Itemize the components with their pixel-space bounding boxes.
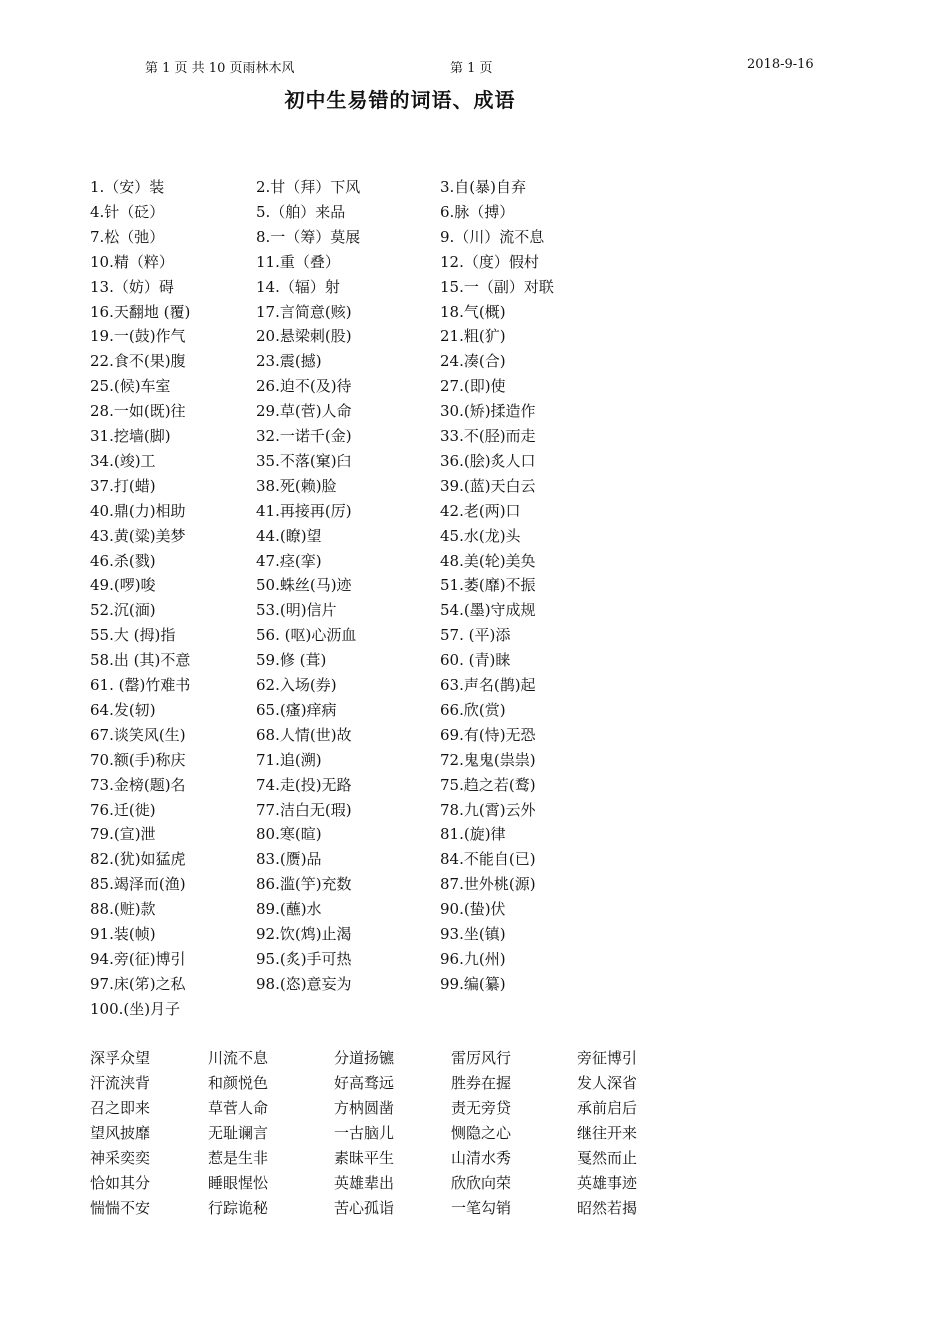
word-item: 52.沉(湎) — [90, 601, 156, 620]
word-item: 71.追(溯) — [256, 750, 322, 769]
header-date: 2018-9-16 — [747, 57, 814, 72]
word-item: 13.（妨）碍 — [90, 277, 174, 296]
phrase-item: 苦心孤诣 — [334, 1199, 395, 1217]
phrase-row — [0, 1047, 950, 1072]
word-item: 55.大 (拇)指 — [90, 626, 176, 645]
phrase-item: 英雄事迹 — [577, 1174, 638, 1192]
word-item: 80.寒(暄) — [256, 825, 322, 844]
word-item: 34.(竣)工 — [90, 451, 156, 470]
word-item: 36.(脍)炙人口 — [440, 451, 536, 470]
word-row — [0, 375, 950, 400]
word-row — [0, 400, 950, 425]
phrase-item: 雷厉风行 — [451, 1049, 512, 1067]
phrase-item: 惹是生非 — [208, 1149, 269, 1167]
word-row — [0, 550, 950, 575]
word-item: 59.修 (葺) — [256, 651, 327, 670]
word-item: 47.痉(挛) — [256, 551, 322, 570]
word-item: 57. (平)添 — [440, 626, 511, 645]
word-item: 29.草(菅)人命 — [256, 402, 352, 421]
word-item: 35.不落(窠)臼 — [256, 451, 352, 470]
word-item: 60. (青)睐 — [440, 651, 511, 670]
word-item: 72.鬼鬼(祟祟) — [440, 750, 536, 769]
word-item: 67.谈笑风(生) — [90, 725, 186, 744]
word-item: 20.悬梁刺(股) — [256, 327, 352, 346]
word-item: 66.欣(赏) — [440, 700, 506, 719]
phrase-row — [0, 1097, 950, 1122]
phrase-item: 川流不息 — [208, 1049, 269, 1067]
word-item: 2.甘（拜）下风 — [256, 178, 361, 196]
phrase-item: 恰如其分 — [90, 1174, 151, 1192]
word-item: 96.九(州) — [440, 949, 506, 968]
word-row — [0, 848, 950, 873]
word-row — [0, 873, 950, 898]
word-item: 54.(墨)守成规 — [440, 601, 536, 620]
word-item: 22.食不(果)腹 — [90, 352, 186, 371]
word-row — [0, 898, 950, 923]
word-item: 1.（安）装 — [90, 178, 165, 196]
word-row — [0, 201, 950, 226]
word-item: 76.迁(徙) — [90, 800, 156, 819]
word-item: 9.（川）流不息 — [440, 227, 545, 246]
word-item: 41.再接再(厉) — [256, 501, 352, 520]
phrase-row — [0, 1197, 950, 1222]
header-left-text: 第 1 页 共 10 页雨林木风 — [145, 61, 295, 76]
word-item: 33.不(胫)而走 — [440, 427, 536, 445]
word-item: 32.一诺千(金) — [256, 427, 352, 445]
word-item: 97.床(笫)之私 — [90, 974, 186, 993]
word-row — [0, 574, 950, 599]
word-item: 92.饮(鸩)止渴 — [256, 925, 352, 943]
word-item: 42.老(两)口 — [440, 501, 521, 520]
phrase-item: 神采奕奕 — [90, 1149, 151, 1167]
word-row — [0, 325, 950, 350]
document-title — [0, 84, 800, 113]
word-row — [0, 624, 950, 649]
phrase-item: 戛然而止 — [577, 1149, 638, 1167]
phrase-item: 昭然若揭 — [577, 1199, 638, 1217]
word-item: 65.(瘙)痒病 — [256, 700, 337, 719]
word-item: 81.(旋)律 — [440, 825, 506, 844]
word-item: 6.脉（搏） — [440, 202, 515, 221]
word-item: 40.鼎(力)相助 — [90, 501, 186, 520]
phrase-item: 深孚众望 — [90, 1049, 151, 1067]
word-item: 5.（舶）来品 — [256, 202, 346, 221]
word-row — [0, 425, 950, 450]
word-row — [0, 525, 950, 550]
word-item: 23.震(撼) — [256, 352, 322, 371]
word-row — [0, 599, 950, 624]
phrase-item: 方枘圆凿 — [334, 1099, 395, 1117]
word-item: 45.水(龙)头 — [440, 526, 521, 545]
word-row — [0, 301, 950, 326]
word-item: 95.(炙)手可热 — [256, 949, 352, 968]
phrase-item: 一笔勾销 — [451, 1199, 512, 1217]
word-item: 17.言简意(赅) — [256, 302, 352, 321]
phrase-item: 一古脑儿 — [334, 1124, 395, 1142]
word-item: 28.一如(既)往 — [90, 402, 186, 421]
phrase-row — [0, 1072, 950, 1097]
phrase-item: 山清水秀 — [451, 1149, 512, 1167]
word-item: 16.天翻地 (覆) — [90, 302, 191, 321]
word-item: 87.世外桃(源) — [440, 875, 536, 894]
phrase-item: 发人深省 — [577, 1074, 638, 1092]
word-item: 61. (罄)竹难书 — [90, 676, 191, 694]
word-item: 78.九(霄)云外 — [440, 800, 536, 819]
word-item: 84.不能自(已) — [440, 850, 536, 869]
word-row — [0, 973, 950, 998]
phrase-item: 汗流浃背 — [90, 1074, 151, 1092]
word-row — [0, 276, 950, 301]
word-item: 64.发(轫) — [90, 700, 156, 719]
phrase-item: 承前启后 — [577, 1099, 638, 1117]
phrase-item: 恻隐之心 — [451, 1124, 512, 1142]
word-row — [0, 450, 950, 475]
word-item: 83.(赝)品 — [256, 850, 322, 869]
word-item: 19.一(鼓)作气 — [90, 327, 186, 346]
word-item: 3.自(暴)自弃 — [440, 178, 527, 196]
word-item: 15.一（副）对联 — [440, 277, 554, 296]
word-item: 25.(候)车室 — [90, 377, 171, 396]
phrase-item: 无耻谰言 — [208, 1124, 269, 1142]
word-item: 94.旁(征)博引 — [90, 949, 186, 968]
phrase-item: 惴惴不安 — [90, 1199, 151, 1217]
phrase-item: 行踪诡秘 — [208, 1199, 269, 1217]
word-row — [0, 475, 950, 500]
word-row — [0, 176, 950, 201]
word-item: 74.走(投)无路 — [256, 775, 352, 794]
word-item: 91.装(帧) — [90, 925, 156, 943]
word-item: 93.坐(镇) — [440, 925, 506, 943]
phrase-item: 召之即来 — [90, 1099, 151, 1117]
word-item: 73.金榜(题)名 — [90, 775, 186, 794]
word-item: 37.打(蜡) — [90, 476, 156, 495]
word-item: 48.美(轮)美奂 — [440, 551, 536, 570]
phrase-row — [0, 1122, 950, 1147]
word-item: 39.(蓝)天白云 — [440, 476, 536, 495]
word-item: 12.（度）假村 — [440, 252, 539, 271]
word-item: 26.迫不(及)待 — [256, 377, 352, 396]
word-item: 46.杀(戮) — [90, 551, 156, 570]
word-item: 14.（辐）射 — [256, 277, 340, 296]
word-row — [0, 674, 950, 699]
word-item: 82.(犹)如猛虎 — [90, 850, 186, 869]
word-item: 77.洁白无(瑕) — [256, 800, 352, 819]
word-item: 70.额(手)称庆 — [90, 750, 186, 769]
word-item: 62.入场(券) — [256, 676, 337, 694]
phrase-item: 胜券在握 — [451, 1074, 512, 1092]
word-item: 21.粗(犷) — [440, 327, 506, 346]
phrase-item: 欣欣向荣 — [451, 1174, 512, 1192]
word-item: 98.(恣)意妄为 — [256, 974, 352, 993]
phrase-item: 继往开来 — [577, 1124, 638, 1142]
word-item: 75.趋之若(鹜) — [440, 775, 536, 794]
word-row — [0, 998, 950, 1023]
word-row — [0, 749, 950, 774]
phrase-item: 责无旁贷 — [451, 1099, 512, 1117]
word-item: 63.声名(鹊)起 — [440, 676, 536, 694]
header-page-number: 第 1 页 — [450, 61, 493, 76]
word-item: 88.(赃)款 — [90, 900, 156, 919]
word-row — [0, 774, 950, 799]
word-item: 49.(啰)唆 — [90, 576, 156, 595]
phrase-row — [0, 1172, 950, 1197]
word-item: 86.滥(竽)充数 — [256, 875, 352, 894]
word-item: 79.(宣)泄 — [90, 825, 156, 844]
title-text: 初中生易错的词语、成语 — [284, 88, 516, 112]
phrase-item: 望风披靡 — [90, 1124, 151, 1142]
word-row — [0, 649, 950, 674]
word-item: 50.蛛丝(马)迹 — [256, 576, 352, 595]
word-row — [0, 699, 950, 724]
word-item: 89.(蘸)水 — [256, 900, 322, 919]
word-item: 85.竭泽而(渔) — [90, 875, 186, 894]
phrase-item: 好高骛远 — [334, 1074, 395, 1092]
phrase-item: 睡眼惺忪 — [208, 1174, 269, 1192]
phrase-item: 英雄辈出 — [334, 1174, 395, 1192]
word-item: 8.一（筹）莫展 — [256, 227, 361, 246]
word-item: 27.(即)使 — [440, 377, 506, 396]
word-item: 51.萎(靡)不振 — [440, 576, 536, 595]
word-item: 99.编(纂) — [440, 974, 506, 993]
word-item: 56. (呕)心沥血 — [256, 626, 357, 645]
word-row — [0, 948, 950, 973]
word-item: 11.重（叠） — [256, 252, 340, 271]
word-item: 4.针（砭） — [90, 202, 165, 221]
word-row — [0, 823, 950, 848]
phrase-item: 素昧平生 — [334, 1149, 395, 1167]
phrase-row — [0, 1147, 950, 1172]
phrase-item: 和颜悦色 — [208, 1074, 269, 1092]
word-item: 43.黄(粱)美梦 — [90, 526, 186, 545]
word-item: 24.凑(合) — [440, 352, 506, 371]
phrase-item: 草菅人命 — [208, 1099, 269, 1117]
word-row — [0, 724, 950, 749]
word-item: 31.挖墙(脚) — [90, 427, 171, 445]
phrase-item: 分道扬镳 — [334, 1049, 395, 1067]
word-row — [0, 923, 950, 948]
word-row — [0, 226, 950, 251]
word-row — [0, 350, 950, 375]
word-item: 38.死(赖)脸 — [256, 476, 337, 495]
word-item: 7.松（弛） — [90, 227, 165, 246]
word-item: 69.有(恃)无恐 — [440, 725, 536, 744]
word-row — [0, 251, 950, 276]
word-item: 53.(明)信片 — [256, 601, 337, 620]
word-item: 30.(矫)揉造作 — [440, 402, 536, 421]
word-item: 90.(蛰)伏 — [440, 900, 506, 919]
word-item: 100.(坐)月子 — [90, 999, 181, 1018]
word-item: 18.气(概) — [440, 302, 506, 321]
word-row — [0, 500, 950, 525]
phrase-item: 旁征博引 — [577, 1049, 638, 1067]
word-item: 10.精（粹） — [90, 252, 174, 271]
word-item: 44.(瞭)望 — [256, 526, 322, 545]
word-item: 68.人情(世)故 — [256, 725, 352, 744]
word-row — [0, 799, 950, 824]
word-item: 58.出 (其)不意 — [90, 651, 191, 670]
